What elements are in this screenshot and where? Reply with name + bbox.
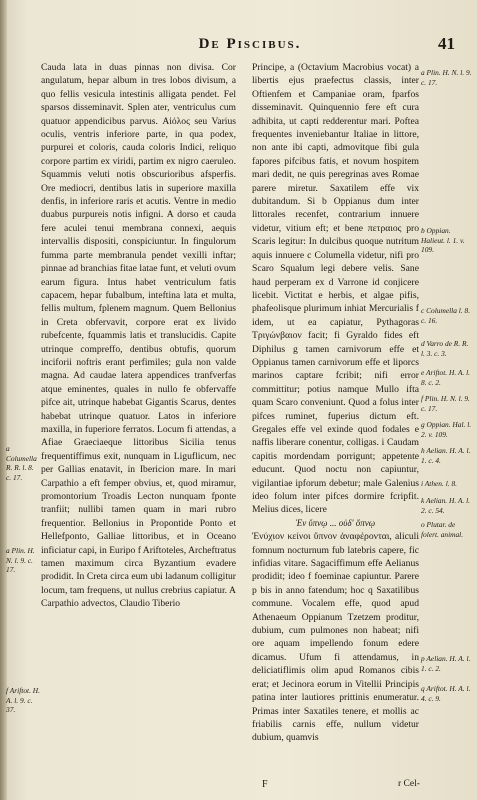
page-number: 41 — [438, 34, 455, 53]
body-paragraph: Ἐνύχιον κείνοι ὕπνον ἀναφέρονται, aliculi fomnum nocturnum fub latebris capere, fic infidias vitare. Sagaciffimum effe Aelianus prodidit; ideo f foeminae capiuntur. Parere p bis in anno fatendum; hoc q Saxatilibus commune. Vocalem effe, quod apud Athenaeum Oppianum Tzetzem proditur, dubium, cum pulmones non habeat; nifi ore aquam impellendo fonum edere dicamus. Ufum fi attendamus, in deliciatiflimis olim apud Romanos cibis erat; et Jecinora eorum in Vitellii Principis patina inter lautiores prittinis enumeratur. Primas inter Saxatiles tenere, et mollis ac friabilis carnis effe, nullum videtur dubium, quamvis — [252, 531, 419, 744]
catchword: r Cel- — [398, 779, 420, 789]
signature-mark: F — [262, 779, 269, 790]
margin-note: f Plin. H. N. l. 9. c. 17. — [421, 394, 470, 413]
greek-quotation: Ἐν ὕπνῳ ... οὐδ' ὄπνῳ — [295, 517, 376, 528]
page-gutter-shadow — [0, 0, 7, 800]
left-text-column — [41, 61, 236, 786]
margin-note: b Oppian. Halieut. l. 1. v. 109. — [421, 226, 465, 254]
margin-note: f Ariftot. H. A. l. 9. c. 37. — [6, 686, 40, 714]
margin-note: q Ariftot. H. A. l. 4. c. 9. — [421, 684, 471, 703]
margin-note: p Aelian. H. A. l. 1. c. 2. — [421, 654, 471, 673]
running-title: De Piscibus. — [198, 36, 302, 52]
body-paragraph: Cauda lata in duas pinnas non divisa. Cor angulatum, hepar album in tres lobos divisum, a quo fellis vesicula intestinis alligata pendet. Fel sparsos disseminavit. Splen ater, ventriculus cum quatuor appendicibus parvus. Αἰόλος seu Varius oculis, ventris inferiore parte, in qua podex, purpurei et coloris, cauda coloris Indici, reliquo corpore partim ex viridi, partim ex nigro caeruleo. Squammis veluti notis obscurioribus afsperfis. Ore mediocri, dentibus latis in superiore maxilla denfis, in inferiore raris et acutis. Ventre in medio duabus purpureis notis infigni. A dorso et cauda fere aculei tenui membrana connexi, aequis intervallis dispositi, conspiciuntur. In fingulorum fumma parte membranula pendet vexilli inftar; pinnae ad branchias fitae latae funt, et veluti ovum earum figura. Intus habet ventriculum fatis capacem, hepar fubalbum, inteftina lata et multa, fellis multum, fplenem magnum. Quem Bellonius in Creta obfervavit, corpore erat ex livido rubefcente, fquammis latis et translucidis. Capite utrinque compreffo, dentibus obtufis, quorum inciforii noftris erant perfimiles; gula non valde magna. Ad caudae latera appendices tranfverfas atque eminentes, quales in nullo fe obfervaffe pifce ait, utrinque habebat Gigantis Scarus, dentes habebat utrinque quatuor. Latos in inferiore maxilla, in fuperiore ferratos. Locum fi attendas, a Afiae Graeciaeque littoribus Sicilia tenus frequentiffimus exit, nunquam in Liguflicum, nec per Gallias enatavit, in Ibericion mare. In mari Carpathio a eft femper obvius, et, quod miramur, promontorium Troadis Lecton nunquam fponte tranfiit; nullibi tamen quam in mari rubro frequentior. Bellonius in Propontide Ponto et Hellefponto, Galliae littoribus, et in Oceano inficiatur capi, in Euripo f Ariftoteles, Archeftratus tamen maximum circa Byzantium evadere prodidit. In Creta circa eum ubi ladanum colligitur locum, tam frequens, ut nullus crebrius capiatur. A Carpathio advectos, Claudio Tiberio — [41, 62, 236, 610]
margin-note: e Ariftot. H. A. l. 8. c. 2. — [421, 368, 470, 387]
margin-note: k Aelian. H. A. l. 2. c. 54. — [421, 496, 470, 515]
margin-note: d Varro de R. R. l. 3. c. 3. — [421, 339, 469, 358]
margin-note: c Columella l. 8. c. 16. — [421, 306, 471, 325]
body-paragraph: Principe, a (Octavium Macrobius vocat) a libertis ejus praefectus classis, inter Oftienfem et Campaniae oram, fparfos disseminavit. Quinquennio fere eft cura adhibita, ut capti redderentur mari. Poftea frequentes inveniebantur Italiae in littore, non ante ibi capti, admovitque fibi gula fapores pifcibus fatis, et novum hospitem mari dedit, ne quis peregrinas aves Romae parere miretur. Saxatilem effe vix dubitandum. Si b Oppianus dum inter littorales recenfet, contrarium innuere videtur, vitium eft; et bene πετραιος pro Scaris legitur: In dulcibus quoque nutritum aquis innuere c Columella videtur, nifi pro Scaro Squalum legi debere velis. Sane haud perperam ex d Varrone id conjicere licebit. Victitat e herbis, et algae pifis, phafeolisque plurimum inhiat Mercurialis f idem, ut ea capiatur, Pythagoras Τριγώνβαιον facit; fi Gyraldo fides eft Diphilus g tamen carnivorum effe et Oppianus tamen carnivorum effe et liporcs marinos captare fcribit; nifi error committitur; potius namque Mullo ifta quam Scaro conveniunt. Quod a folus inter pifces ruminet, fuperius dictum eft. Gregales effe vel exinde quod fodales e naffis liberare conentur, colligas. i Caudam capitis mordendam porrigunt; appetente educunt. Quod noctu non capiuntur, vigilantiae ipforum debetur; male Galenius ideo folum inter pifces dormire fcripfit. Melius dices, licere — [252, 62, 419, 516]
right-text-column — [252, 61, 419, 786]
margin-note: h Aelian. H. A. l. 1. c. 4. — [421, 446, 471, 465]
page-header — [0, 0, 477, 62]
margin-note: g Oppian. Hal. l. 2. v. 109. — [421, 420, 472, 439]
margin-note: a Columella R. R. l. 8. c. 17. — [6, 444, 37, 482]
margin-note: a Plin. H. N. l. 9. c. 17. — [6, 546, 35, 574]
margin-note: o Plutar. de folert. animal. — [421, 520, 464, 539]
margin-note: a Plin. H. N. l. 9. c. 17. — [421, 68, 472, 87]
margin-note: i Athen. l. 8. — [421, 479, 457, 488]
